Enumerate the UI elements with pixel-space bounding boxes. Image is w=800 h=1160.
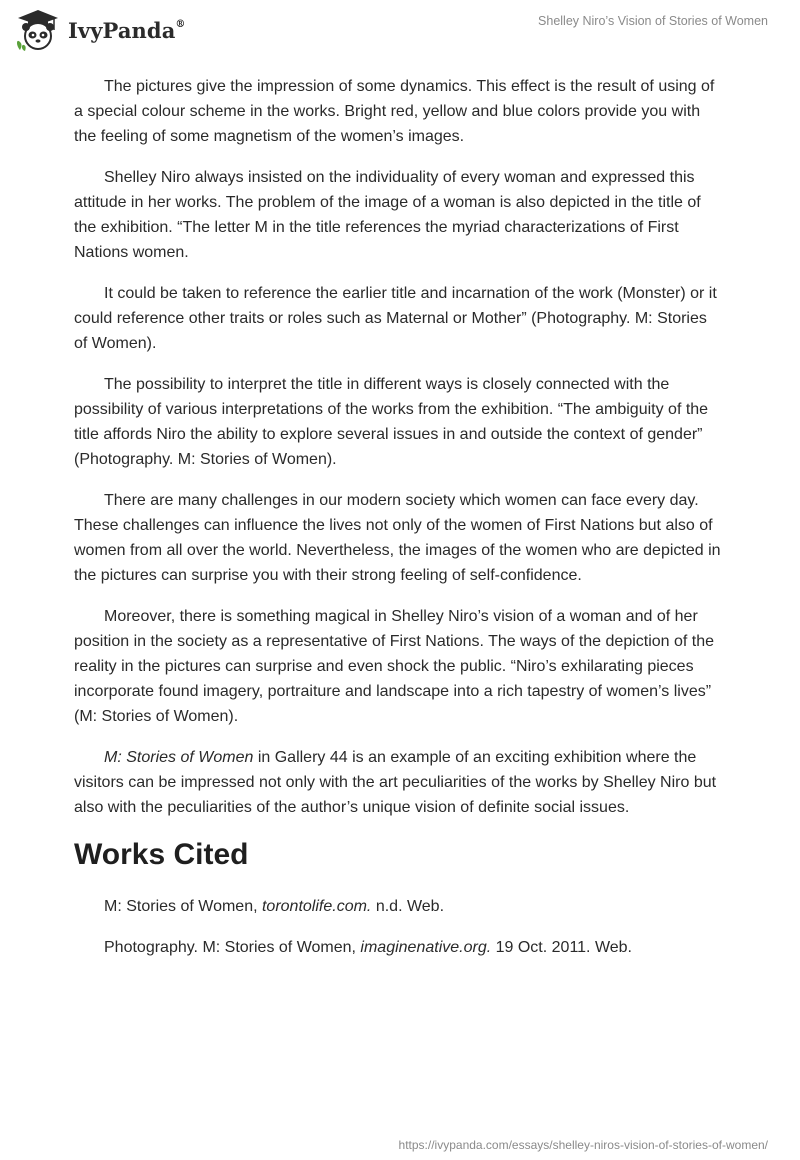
- citation-entry: M: Stories of Women, torontolife.com. n.d. Web.: [104, 898, 445, 915]
- ivypanda-logo[interactable]: [14, 8, 186, 52]
- body-paragraph-7: [74, 745, 724, 820]
- body-paragraph-4: The possibility to interpret the title in different ways is closely connected with the possibility of various interpretations of the works from the exhibition. “The ambiguity of the title affords Niro the ability to explore several issues in and outside the context of gender” (Photography. M: Stories of Women).: [74, 376, 709, 468]
- citation-entry: Photography. M: Stories of Women, imaginenative.org. 19 Oct. 2011. Web.: [104, 939, 632, 956]
- document-title: Shelley Niro’s Vision of Stories of Women: [538, 14, 768, 28]
- page-header: [0, 0, 800, 60]
- paragraph-text: in Gallery 44 is an example of an exciting exhibition where the visitors can be impressed not only with the art peculiarities of the works by Shelley Niro but also with the peculiarities of the author’s unique vision of definite social issues.: [74, 749, 717, 816]
- works-cited-heading: Works Cited: [74, 838, 249, 871]
- essay-content: [74, 74, 724, 976]
- exhibition-title: M: Stories of Women: [104, 749, 254, 766]
- brand-name: IvyPanda®: [68, 17, 186, 43]
- body-paragraph-2: Shelley Niro always insisted on the individuality of every woman and expressed this attitude in her works. The problem of the image of a woman is also depicted in the title of the exhibition. “The letter M in the title references the myriad characterizations of First Nations women.: [74, 169, 701, 261]
- body-paragraph-5: There are many challenges in our modern society which women can face every day. These challenges can influence the lives not only of the women of First Nations but also of women from all over the world. Nevertheless, the images of the women who are depicted in the pictures can surprise you with their strong feeling of self-confidence.: [74, 492, 721, 584]
- citation-source: torontolife.com.: [261, 898, 372, 915]
- body-paragraph-3: It could be taken to reference the earlier title and incarnation of the work (Monster) or it could reference other traits or roles such as Maternal or Mother” (Photography. M: Stories of Women).: [74, 285, 717, 352]
- body-paragraph-6: Moreover, there is something magical in Shelley Niro’s vision of a woman and of her position in the society as a representative of First Nations. The ways of the depiction of the reality in the pictures can surprise and even shock the public. “Niro’s exhilarating pieces incorporate found imagery, portraiture and landscape into a rich tapestry of women’s lives” (M: Stories of Women).: [74, 608, 715, 725]
- source-url-link[interactable]: https://ivypanda.com/essays/shelley-niros-vision-of-stories-of-women/: [398, 1138, 768, 1152]
- body-paragraph-1: The pictures give the impression of some dynamics. This effect is the result of using of a special colour scheme in the works. Bright red, yellow and blue colors provide you with the feeling of some magnetism of the women’s images.: [74, 78, 715, 145]
- panda-graduation-icon: [14, 8, 62, 52]
- citation-source: imaginenative.org.: [360, 939, 492, 956]
